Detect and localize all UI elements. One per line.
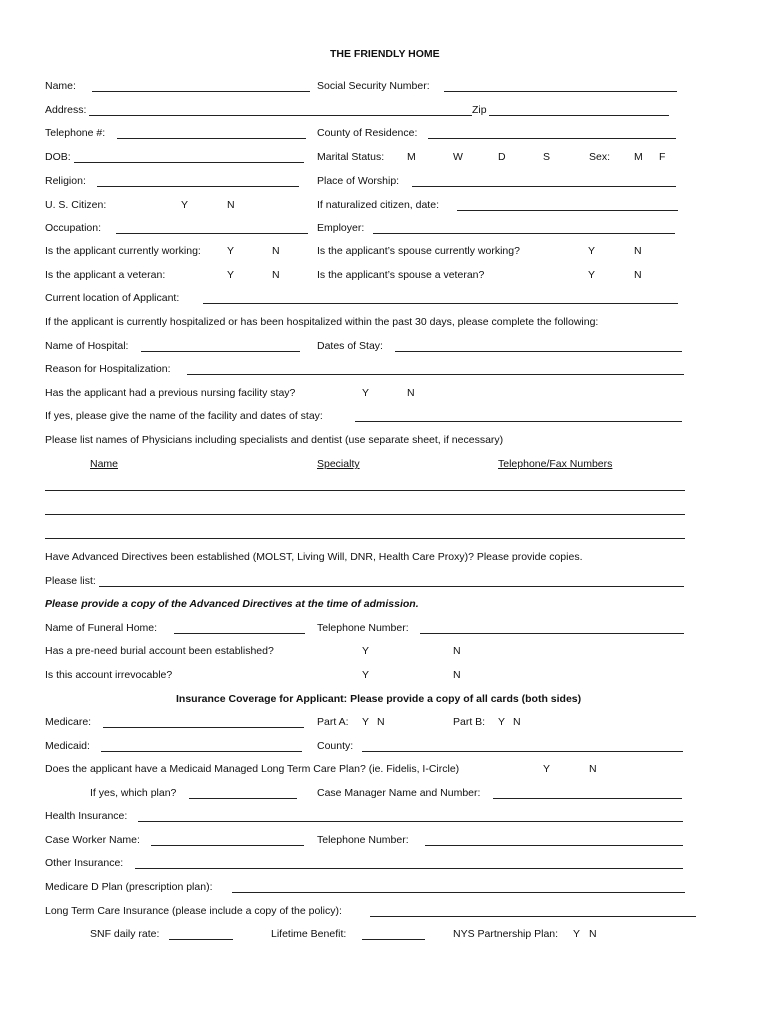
form-title: THE FRIENDLY HOME [330, 48, 440, 60]
county-field[interactable] [428, 138, 676, 139]
naturalized-label: If naturalized citizen, date: [317, 199, 439, 211]
spouse-veteran-yes[interactable]: Y [588, 269, 596, 281]
working-no[interactable]: N [272, 245, 280, 257]
hospital-name-label: Name of Hospital: [45, 340, 129, 352]
insurance-heading: Insurance Coverage for Applicant: Please provide a copy of all cards (both sides) [176, 693, 582, 705]
citizen-no[interactable]: N [227, 199, 235, 211]
lifetime-benefit-label: Lifetime Benefit: [271, 928, 347, 940]
ssn-field[interactable] [444, 91, 677, 92]
sex-option-m[interactable]: M [634, 151, 643, 163]
nys-plan-no[interactable]: N [589, 928, 597, 940]
part-a-yes[interactable]: Y [362, 716, 370, 728]
preneed-label: Has a pre-need burial account been established? [45, 645, 274, 657]
marital-label: Marital Status: [317, 151, 385, 163]
part-b-no[interactable]: N [513, 716, 521, 728]
case-manager-field[interactable] [493, 798, 682, 799]
veteran-label: Is the applicant a veteran: [45, 269, 166, 281]
naturalized-date-field[interactable] [457, 210, 678, 211]
medicare-field[interactable] [103, 727, 304, 728]
case-worker-label: Case Worker Name: [45, 834, 140, 846]
irrevocable-label: Is this account irrevocable? [45, 669, 173, 681]
spouse-veteran-label: Is the applicant’s spouse a veteran? [317, 269, 485, 281]
directives-question: Have Advanced Directives been established (MOLST, Living Will, DNR, Health Care Proxy)? Please provide copies. [45, 551, 583, 563]
medicaid-county-field[interactable] [362, 751, 683, 752]
physicians-intro: Please list names of Physicians including specialists and dentist (use separate sheet, if necessary) [45, 434, 504, 446]
case-manager-label: Case Manager Name and Number: [317, 787, 481, 799]
facility-field[interactable] [355, 421, 682, 422]
working-yes[interactable]: Y [227, 245, 235, 257]
which-plan-label: If yes, which plan? [90, 787, 177, 799]
working-label: Is the applicant currently working: [45, 245, 201, 257]
employer-label: Employer: [317, 222, 365, 234]
dates-of-stay-label: Dates of Stay: [317, 340, 383, 352]
case-worker-telephone-label: Telephone Number: [317, 834, 409, 846]
medicare-d-label: Medicare D Plan (prescription plan): [45, 881, 213, 893]
funeral-telephone-field[interactable] [420, 633, 684, 634]
health-insurance-field[interactable] [138, 821, 683, 822]
other-insurance-label: Other Insurance: [45, 857, 124, 869]
previous-stay-no[interactable]: N [407, 387, 415, 399]
ltc-field[interactable] [370, 916, 696, 917]
religion-field[interactable] [97, 186, 299, 187]
previous-stay-label: Has the applicant had a previous nursing facility stay? [45, 387, 296, 399]
employer-field[interactable] [373, 233, 675, 234]
nys-plan-yes[interactable]: Y [573, 928, 581, 940]
snf-rate-label: SNF daily rate: [90, 928, 160, 940]
facility-label: If yes, please give the name of the facility and dates of stay: [45, 410, 323, 422]
dob-field[interactable] [74, 162, 304, 163]
reason-label: Reason for Hospitalization: [45, 363, 171, 375]
reason-field[interactable] [187, 374, 684, 375]
name-field[interactable] [92, 91, 310, 92]
mltc-no[interactable]: N [589, 763, 597, 775]
directives-notice: Please provide a copy of the Advanced Directives at the time of admission. [45, 598, 419, 610]
nys-plan-label: NYS Partnership Plan: [453, 928, 559, 940]
zip-field[interactable] [489, 115, 669, 116]
physician-row-1[interactable] [45, 490, 685, 491]
funeral-telephone-label: Telephone Number: [317, 622, 409, 634]
sex-label: Sex: [589, 151, 611, 163]
spouse-working-no[interactable]: N [634, 245, 642, 257]
county-label: County of Residence: [317, 127, 418, 139]
health-insurance-label: Health Insurance: [45, 810, 128, 822]
spouse-working-label: Is the applicant’s spouse currently working? [317, 245, 520, 257]
sex-option-f[interactable]: F [659, 151, 666, 163]
marital-option-w[interactable]: W [453, 151, 463, 163]
preneed-yes[interactable]: Y [362, 645, 370, 657]
mltc-label: Does the applicant have a Medicaid Managed Long Term Care Plan? (ie. Fidelis, I-Circle) [45, 763, 460, 775]
irrevocable-no[interactable]: N [453, 669, 461, 681]
directives-list-label: Please list: [45, 575, 96, 587]
funeral-home-label: Name of Funeral Home: [45, 622, 158, 634]
physician-specialty-header: Specialty [317, 458, 360, 470]
medicare-label: Medicare: [45, 716, 92, 728]
ssn-label: Social Security Number: [317, 80, 430, 92]
preneed-no[interactable]: N [453, 645, 461, 657]
medicaid-label: Medicaid: [45, 740, 90, 752]
ltc-label: Long Term Care Insurance (please include a copy of the policy): [45, 905, 342, 917]
address-label: Address: [45, 104, 87, 116]
lifetime-benefit-field[interactable] [362, 939, 425, 940]
veteran-yes[interactable]: Y [227, 269, 235, 281]
funeral-home-field[interactable] [174, 633, 305, 634]
zip-label: Zip [472, 104, 487, 116]
part-a-label: Part A: [317, 716, 349, 728]
location-field[interactable] [203, 303, 678, 304]
medicare-d-field[interactable] [232, 892, 685, 893]
physician-phone-header: Telephone/Fax Numbers [498, 458, 613, 470]
which-plan-field[interactable] [189, 798, 297, 799]
worship-label: Place of Worship: [317, 175, 400, 187]
previous-stay-yes[interactable]: Y [362, 387, 370, 399]
spouse-working-yes[interactable]: Y [588, 245, 596, 257]
occupation-field[interactable] [116, 233, 308, 234]
veteran-no[interactable]: N [272, 269, 280, 281]
hospital-intro: If the applicant is currently hospitalized or has been hospitalized within the past 30 days, please complete the following: [45, 316, 599, 328]
hospital-name-field[interactable] [141, 351, 300, 352]
dob-label: DOB: [45, 151, 71, 163]
marital-option-m[interactable]: M [407, 151, 416, 163]
part-b-yes[interactable]: Y [498, 716, 506, 728]
telephone-label: Telephone #: [45, 127, 106, 139]
citizen-label: U. S. Citizen: [45, 199, 107, 211]
telephone-field[interactable] [117, 138, 306, 139]
location-label: Current location of Applicant: [45, 292, 180, 304]
dates-of-stay-field[interactable] [395, 351, 682, 352]
mltc-yes[interactable]: Y [543, 763, 551, 775]
worship-field[interactable] [412, 186, 676, 187]
part-b-label: Part B: [453, 716, 486, 728]
citizen-yes[interactable]: Y [181, 199, 189, 211]
occupation-label: Occupation: [45, 222, 102, 234]
spouse-veteran-no[interactable]: N [634, 269, 642, 281]
case-worker-telephone-field[interactable] [425, 845, 683, 846]
physician-row-3[interactable] [45, 538, 685, 539]
part-a-no[interactable]: N [377, 716, 385, 728]
directives-list-field[interactable] [99, 586, 684, 587]
religion-label: Religion: [45, 175, 86, 187]
marital-option-s[interactable]: S [543, 151, 551, 163]
physician-name-header: Name [90, 458, 119, 470]
other-insurance-field[interactable] [135, 868, 683, 869]
irrevocable-yes[interactable]: Y [362, 669, 370, 681]
snf-rate-field[interactable] [169, 939, 233, 940]
medicaid-field[interactable] [101, 751, 302, 752]
address-field[interactable] [89, 115, 472, 116]
physician-row-2[interactable] [45, 514, 685, 515]
marital-option-d[interactable]: D [498, 151, 506, 163]
medicaid-county-label: County: [317, 740, 354, 752]
name-label: Name: [45, 80, 76, 92]
case-worker-field[interactable] [151, 845, 304, 846]
